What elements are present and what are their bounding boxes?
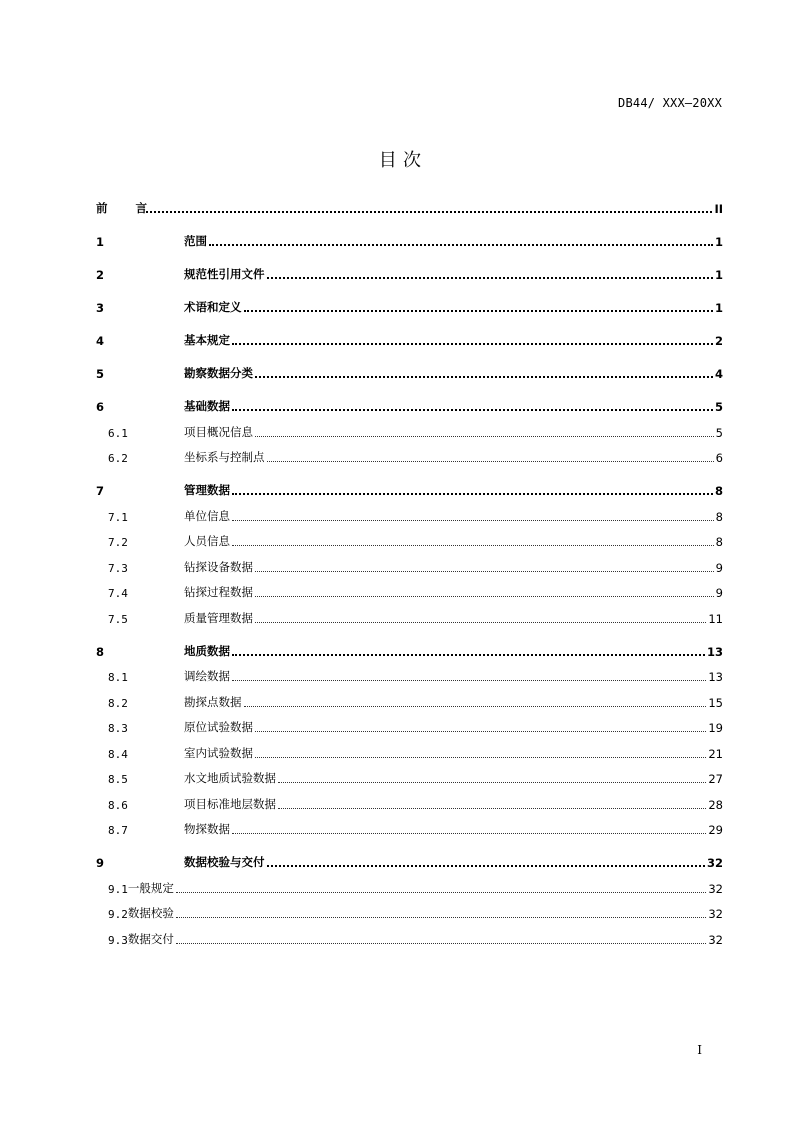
toc-entry-number: 前 言 [96, 201, 160, 215]
toc-entry-title: 项目概况信息 [184, 424, 253, 439]
toc-entry[interactable] [96, 929, 723, 947]
dot-leader [232, 520, 714, 521]
toc-entry-title: 水文地质试验数据 [184, 771, 276, 785]
toc-entry-page: 13 [706, 644, 723, 659]
toc-entry-title: 勘探点数据 [184, 694, 242, 709]
dot-leader [255, 731, 706, 732]
toc-entry-title: 范围 [184, 234, 207, 248]
dot-leader [146, 211, 712, 213]
toc-entry-page: 19 [708, 721, 723, 735]
toc-entry-page: 2 [714, 334, 723, 348]
toc-entry-title: 原位试验数据 [184, 720, 253, 734]
toc-entry-title: 项目标准地层数据 [184, 796, 276, 811]
toc-entry[interactable] [96, 506, 723, 524]
toc-entry-title: 质量管理数据 [184, 610, 253, 625]
toc-entry-title: 地质数据 [184, 643, 230, 658]
page-title: 目 次 [378, 150, 422, 171]
dot-leader [209, 244, 713, 246]
toc-entry[interactable] [96, 363, 723, 381]
toc-entry-title: 室内试验数据 [184, 745, 253, 760]
toc-entry[interactable] [96, 330, 723, 348]
toc-entry-title: 人员信息 [184, 534, 230, 548]
toc-entry-page: 8 [714, 484, 723, 498]
toc-entry-number: 8.1 [108, 671, 128, 684]
toc-entry-page: 8 [715, 535, 723, 549]
toc-entry-title: 术语和定义 [184, 300, 242, 314]
toc-entry-title: 单位信息 [184, 508, 230, 523]
toc-entry[interactable] [96, 794, 723, 812]
toc-entry-number: 7 [96, 484, 105, 498]
toc-entry-page: 32 [708, 881, 723, 896]
dot-leader [232, 493, 713, 495]
dot-leader [278, 808, 706, 809]
dot-leader [255, 376, 713, 378]
dot-leader [232, 545, 714, 546]
toc-entry-page: 32 [708, 907, 723, 921]
toc-entry[interactable] [96, 231, 723, 249]
toc-entry-number: 8.7 [108, 824, 128, 837]
dot-leader [267, 865, 705, 867]
toc-entry[interactable] [96, 531, 723, 549]
toc-entry[interactable] [96, 692, 723, 710]
toc-entry-page: 5 [714, 400, 723, 414]
toc-entry-page: 15 [708, 695, 723, 710]
toc-entry-number: 4 [96, 334, 105, 348]
toc-entry-page: 6 [715, 451, 723, 465]
dot-leader [176, 917, 706, 918]
toc-entry-number: 8.6 [108, 798, 128, 812]
toc-entry-title: 管理数据 [184, 483, 230, 497]
toc-entry[interactable] [96, 768, 723, 786]
toc-entry[interactable] [96, 819, 723, 837]
toc-entry-page: 28 [708, 797, 723, 812]
toc-entry-title: 基本规定 [184, 333, 230, 347]
dot-leader [176, 892, 706, 893]
toc-entry-page: 13 [708, 670, 723, 684]
dot-leader [232, 680, 706, 681]
toc-entry[interactable] [96, 717, 723, 735]
toc-entry[interactable] [96, 264, 723, 282]
toc-entry-number: 8.3 [108, 722, 128, 735]
toc-entry[interactable] [96, 396, 723, 414]
dot-leader [255, 436, 714, 437]
toc-entry-number: 9.1 [108, 882, 128, 896]
toc-entry-page: II [714, 202, 723, 216]
toc-entry-number: 6.2 [108, 452, 128, 465]
toc-entry-page: 5 [715, 425, 723, 440]
toc-entry-page: 29 [708, 823, 723, 837]
toc-entry[interactable] [96, 743, 723, 761]
toc-entry-page: 8 [715, 509, 723, 524]
dot-leader [255, 571, 714, 572]
toc-entry-number: 8 [96, 644, 105, 659]
toc-entry[interactable] [96, 480, 723, 498]
toc-entry-page: 9 [715, 560, 723, 575]
toc-entry[interactable] [96, 608, 723, 626]
toc-entry[interactable] [96, 422, 723, 440]
toc-entry-page: 1 [714, 268, 723, 282]
toc-entry[interactable] [96, 641, 723, 659]
toc-entry[interactable] [96, 852, 723, 870]
toc-entry[interactable] [96, 666, 723, 684]
toc-entry-page: 4 [714, 367, 723, 381]
toc-entry[interactable] [96, 198, 723, 216]
toc-entry-number: 9 [96, 856, 105, 870]
toc-entry[interactable] [96, 557, 723, 575]
toc-entry-page: 32 [708, 932, 723, 947]
toc-entry-number: 7.5 [108, 612, 128, 626]
toc-entry-title: 数据校验与交付 [184, 855, 265, 869]
toc-entry-page: 1 [714, 301, 723, 315]
toc-entry-title: 基础数据 [184, 399, 230, 413]
dot-leader [232, 343, 713, 345]
dot-leader [232, 654, 705, 656]
toc-entry-title: 数据交付 [127, 931, 174, 946]
toc-entry-title: 数据校验 [127, 906, 174, 920]
toc-entry-number: 6 [96, 400, 105, 414]
document-code: DB44/ XXX—20XX [618, 96, 722, 110]
toc-entry[interactable] [96, 903, 723, 921]
toc-entry-title: 规范性引用文件 [184, 267, 265, 281]
dot-leader [244, 706, 707, 707]
dot-leader [267, 277, 713, 279]
toc-entry-number: 8.4 [108, 747, 128, 761]
toc-entry-number: 3 [96, 301, 105, 315]
toc-entry-number: 9.3 [108, 933, 128, 947]
toc-entry-number: 7.3 [108, 561, 128, 575]
toc-entry-page: 9 [715, 586, 723, 600]
toc-entry[interactable] [96, 447, 723, 465]
toc-entry-number: 2 [96, 268, 105, 282]
dot-leader [232, 409, 713, 411]
toc-entry-page: 27 [708, 772, 723, 786]
toc-entry[interactable] [96, 582, 723, 600]
toc-entry-page: 11 [708, 611, 723, 626]
toc-entry[interactable] [96, 878, 723, 896]
toc-entry-number: 7.2 [108, 536, 128, 549]
toc-entry-title: 坐标系与控制点 [184, 450, 265, 464]
toc-entry-title: 调绘数据 [184, 669, 230, 683]
toc-entry-title: 钻探过程数据 [184, 585, 253, 599]
dot-leader [176, 943, 706, 944]
toc-entry[interactable] [96, 297, 723, 315]
dot-leader [267, 461, 714, 462]
dot-leader [232, 833, 706, 834]
page-number: I [697, 1043, 702, 1057]
dot-leader [278, 782, 706, 783]
toc-entry-title: 物探数据 [184, 822, 230, 836]
toc-entry-number: 1 [96, 235, 105, 249]
dot-leader [255, 596, 714, 597]
toc-entry-title: 一般规定 [127, 880, 174, 895]
dot-leader [255, 757, 706, 758]
toc-entry-number: 5 [96, 367, 105, 381]
toc-entry-page: 1 [714, 235, 723, 249]
toc-entry-page: 32 [706, 856, 723, 870]
toc-entry-number: 6.1 [108, 426, 128, 440]
toc-entry-title: 勘察数据分类 [184, 366, 253, 380]
toc-entry-number: 7.1 [108, 510, 128, 524]
dot-leader [255, 622, 706, 623]
toc-entry-page: 21 [708, 746, 723, 761]
toc-entry-number: 8.2 [108, 696, 128, 710]
toc-entry-number: 7.4 [108, 587, 128, 600]
toc-entry-title: 钻探设备数据 [184, 559, 253, 574]
toc-entry-number: 9.2 [108, 908, 128, 921]
toc-entry-number: 8.5 [108, 773, 128, 786]
dot-leader [244, 310, 713, 312]
